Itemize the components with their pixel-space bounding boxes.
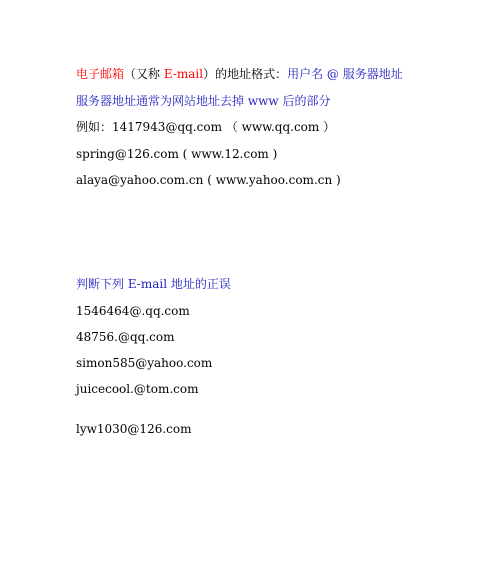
exercise-item-2: 48756.@qq.com [76, 330, 175, 344]
example-line-2: spring@126.com ( www.12.com ) [76, 147, 278, 161]
format-label: ）的地址格式： [203, 67, 288, 81]
exercise-heading: 判断下列 E-mail 地址的正误 [76, 277, 231, 291]
example-line-3: alaya@yahoo.com.cn ( www.yahoo.com.cn ) [76, 173, 341, 187]
alias-open: （又称 [124, 67, 164, 81]
example-line-1: 例如：1417943@qq.com （ www.qq.com ） [76, 120, 336, 134]
exercise-item-4: juicecool.@tom.com [76, 382, 199, 396]
exercise-item-5: lyw1030@126.com [76, 422, 192, 436]
email-english-term: E-mail [163, 67, 204, 81]
email-format-line [76, 67, 403, 81]
format-pattern: 用户名 @ 服务器地址 [287, 67, 403, 81]
server-address-note: 服务器地址通常为网站地址去掉 www 后的部分 [76, 94, 331, 108]
exercise-item-1: 1546464@.qq.com [76, 304, 190, 318]
exercise-item-3: simon585@yahoo.com [76, 356, 213, 370]
email-term: 电子邮箱 [76, 67, 125, 81]
